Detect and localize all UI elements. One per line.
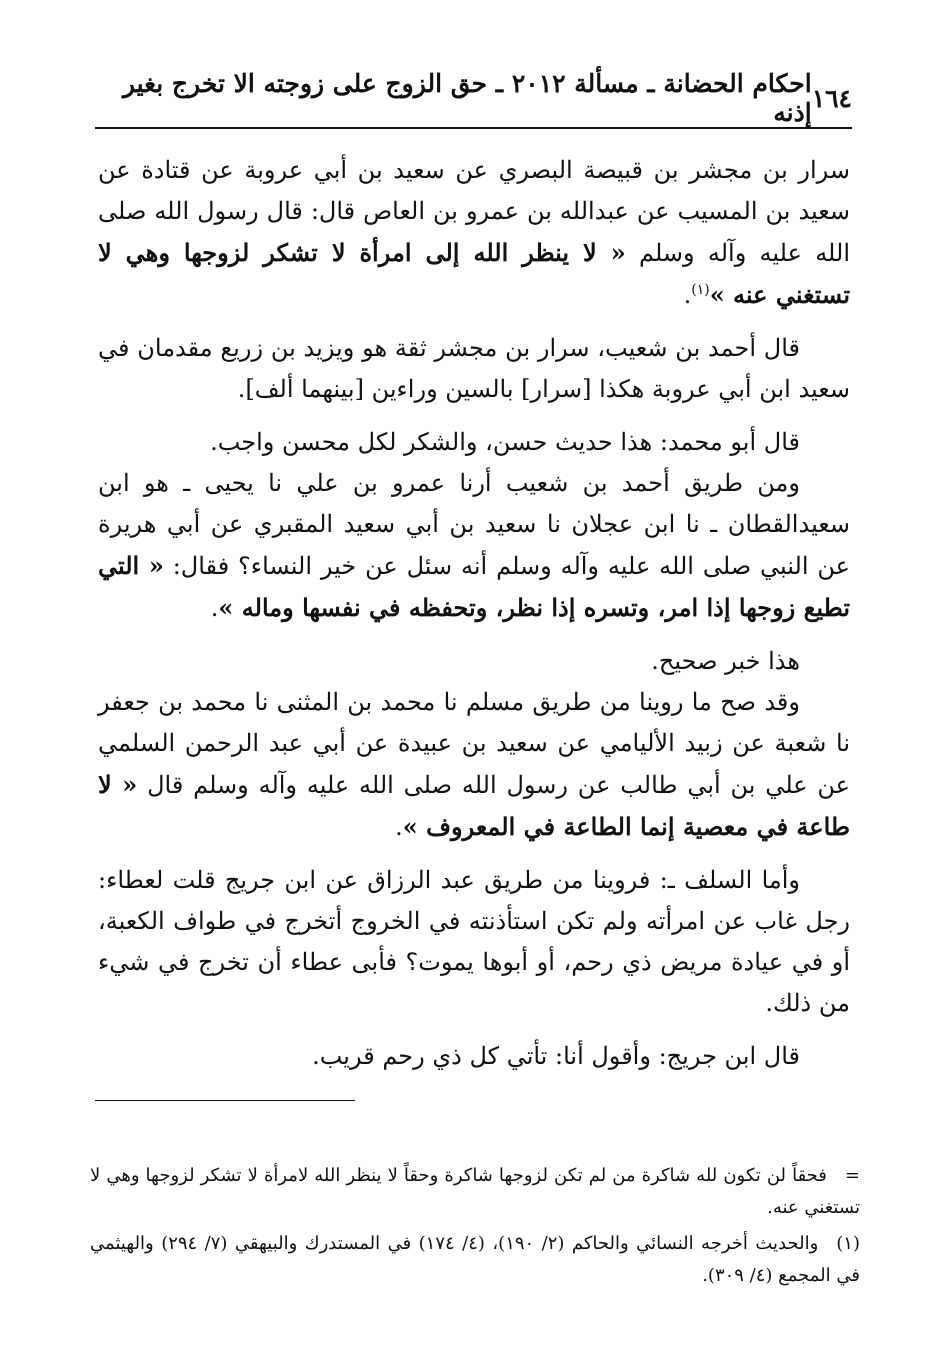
footnote-continued bbox=[90, 1160, 860, 1224]
paragraph-text: قال أبو محمد: هذا حديث حسن، والشكر لكل محسن واجب. bbox=[210, 428, 800, 456]
paragraph-hadith-1 bbox=[98, 150, 850, 316]
hadith-quote: « لا طاعة في معصية إنما الطاعة في المعروف » bbox=[98, 770, 850, 841]
footnote-1 bbox=[90, 1228, 860, 1292]
main-text bbox=[98, 150, 850, 1089]
paragraph-abu-muhammad bbox=[98, 422, 850, 463]
footnote-text: والحديث أخرجه النسائي والحاكم (٢/ ١٩٠)، (٤/ ١٧٤) في المستدرك والبيهقي (٧/ ٢٩٤) والهيثمي في المجمع (٤/ ٣٠٩). bbox=[90, 1233, 860, 1286]
page-header bbox=[95, 69, 852, 127]
footnote-reference[interactable]: (١) bbox=[691, 282, 710, 298]
paragraph-sahih bbox=[98, 641, 850, 682]
hadith-quote: « لا ينظر الله إلى امرأة لا تشكر لزوجها وهي لا تستغني عنه » bbox=[98, 238, 850, 309]
footnotes bbox=[90, 1160, 860, 1296]
paragraph-hadith-2 bbox=[98, 463, 850, 629]
footnote-text: فحقاً لن تكون لله شاكرة من لم تكن لزوجها شاكرة وحقاً لا ينظر الله لامرأة لا تشكر لزوجها وهي لا تستغني عنه. bbox=[90, 1165, 860, 1218]
footnote-separator bbox=[95, 1100, 355, 1101]
paragraph-ibn-jurayj bbox=[98, 1036, 850, 1077]
sentence-end: . bbox=[210, 594, 219, 622]
sentence-end: . bbox=[395, 813, 403, 841]
paragraph-text: وأما السلف ـ: فروينا من طريق عبد الرزاق عن ابن جريج قلت لعطاء: رجل غاب عن امرأته ولم تكن استأذنته في الخروج أتخرج في طواف الكعبة، أو في عيادة مريض ذي رحم، أو أبوها يموت؟ فأبى عطاء أن تخرج في شيء من ذلك. bbox=[98, 866, 850, 1017]
header-rule bbox=[95, 127, 852, 129]
running-title: احكام الحضانة ـ مسألة ٢٠١٢ ـ حق الزوج على زوجته الا تخرج بغير إذنه bbox=[122, 69, 812, 127]
hadith-chain-text: ومن طريق أحمد بن شعيب أرنا عمرو بن علي نا يحيى ـ هو ابن سعيدالقطان ـ نا ابن عجلان نا سعيد بن أبي سعيد المقبري عن أبي هريرة عن النبي صلى الله عليه وآله وسلم أنه سئل عن خير النساء؟ فقال: bbox=[98, 469, 850, 580]
hadith-chain-text: سرار بن مجشر بن قبيصة البصري عن سعيد بن أبي عروبة عن قتادة عن سعيد بن المسيب عن عبدالله بن عمرو بن العاص قال: قال رسول الله صلى الله عليه وآله وسلم bbox=[98, 156, 850, 267]
footnote-continuation-mark: = bbox=[844, 1165, 860, 1186]
paragraph-narrator-note bbox=[98, 328, 850, 410]
paragraph-salaf bbox=[98, 860, 850, 1024]
page-number: ١٦٤ bbox=[811, 83, 852, 113]
hadith-quote: « التي تطيع زوجها إذا امر، وتسره إذا نظر، وتحفظه في نفسها وماله » bbox=[98, 551, 850, 622]
paragraph-text: هذا خبر صحيح. bbox=[651, 647, 800, 675]
hadith-chain-text: وقد صح ما روينا من طريق مسلم نا محمد بن المثنى نا محمد بن جعفر نا شعبة عن زبيد الأليامي عن سعيد بن عبيدة عن أبي عبد الرحمن السلمي عن علي بن أبي طالب عن رسول الله صلى الله عليه وآله وسلم قال bbox=[98, 688, 850, 799]
paragraph-text: قال أحمد بن شعيب، سرار بن مجشر ثقة هو ويزيد بن زريع مقدمان في سعيد ابن أبي عروبة هكذا [سرار] بالسين وراءين [بينهما ألف]. bbox=[98, 334, 850, 403]
footnote-number: (١) bbox=[836, 1233, 860, 1254]
sentence-end: . bbox=[683, 281, 692, 309]
paragraph-hadith-3 bbox=[98, 682, 850, 848]
paragraph-text: قال ابن جريج: وأقول أنا: تأتي كل ذي رحم قريب. bbox=[312, 1042, 800, 1070]
